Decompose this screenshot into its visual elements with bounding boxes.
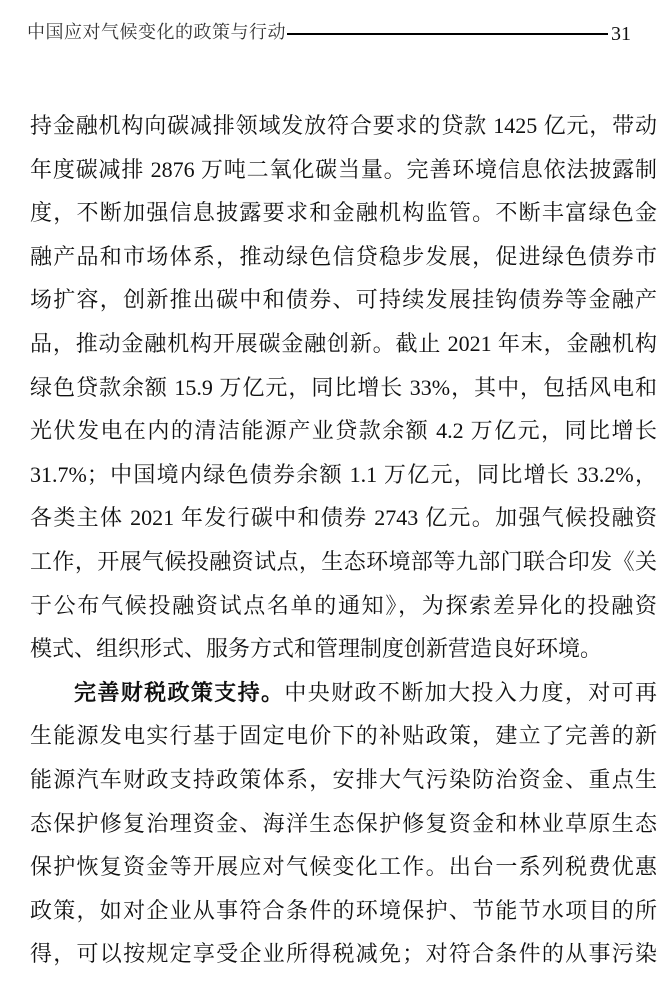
page-number: 31 (611, 23, 631, 45)
text-line: 工作，开展气候投融资试点，生态环境部等九部门联合印发《关 (30, 548, 657, 574)
text-line: 场扩容，创新推出碳中和债券、可持续发展挂钩债券等金融产 (30, 287, 657, 313)
text-line: 31.7%；中国境内绿色债券余额 1.1 万亿元，同比增长 33.2%， (30, 461, 657, 487)
text-line: 品，推动金融机构开展碳金融创新。截止 2021 年末，金融机构 (30, 330, 657, 356)
paragraph-lead-bold: 完善财税政策支持。 (74, 679, 285, 705)
text-line: 能源汽车财政支持政策体系，安排大气污染防治资金、重点生 (30, 766, 657, 792)
header-rule (287, 33, 608, 35)
text-line: 光伏发电在内的清洁能源产业贷款余额 4.2 万亿元，同比增长 (30, 418, 657, 444)
text-line: 保护恢复资金等开展应对气候变化工作。出台一系列税费优惠 (30, 854, 657, 880)
text-line: 度，不断加强信息披露要求和金融机构监管。不断丰富绿色金 (30, 200, 657, 226)
paragraph-lead-rest: 中央财政不断加大投入力度，对可再 (284, 679, 657, 705)
text-line: 政策，如对企业从事符合条件的环境保护、节能节水项目的所 (30, 897, 657, 923)
text-line: 态保护修复治理资金、海洋生态保护修复资金和林业草原生态 (30, 810, 657, 836)
text-line: 融产品和市场体系，推动绿色信贷稳步发展，促进绿色债券市 (30, 243, 657, 269)
paragraph (30, 671, 657, 976)
text-line: 各类主体 2021 年发行碳中和债券 2743 亿元。加强气候投融资 (30, 505, 657, 531)
text-line: 绿色贷款余额 15.9 万亿元，同比增长 33%，其中，包括风电和 (30, 374, 657, 400)
text-line: 生能源发电实行基于固定电价下的补贴政策，建立了完善的新 (30, 723, 657, 749)
text-line: 年度碳减排 2876 万吨二氧化碳当量。完善环境信息依法披露制 (30, 156, 657, 182)
text-line: 于公布气候投融资试点名单的通知》，为探索差异化的投融资 (30, 592, 657, 618)
paragraph (30, 104, 657, 671)
text-line: 模式、组织形式、服务方式和管理制度创新营造良好环境。 (30, 636, 603, 662)
text-line (30, 671, 657, 715)
text-line: 持金融机构向碳减排领域发放符合要求的贷款 1425 亿元，带动 (30, 113, 657, 138)
header-title: 中国应对气候变化的政策与行动 (27, 22, 286, 42)
body-text (30, 104, 657, 976)
text-line: 得，可以按规定享受企业所得税减免；对符合条件的从事污染 (30, 941, 657, 967)
